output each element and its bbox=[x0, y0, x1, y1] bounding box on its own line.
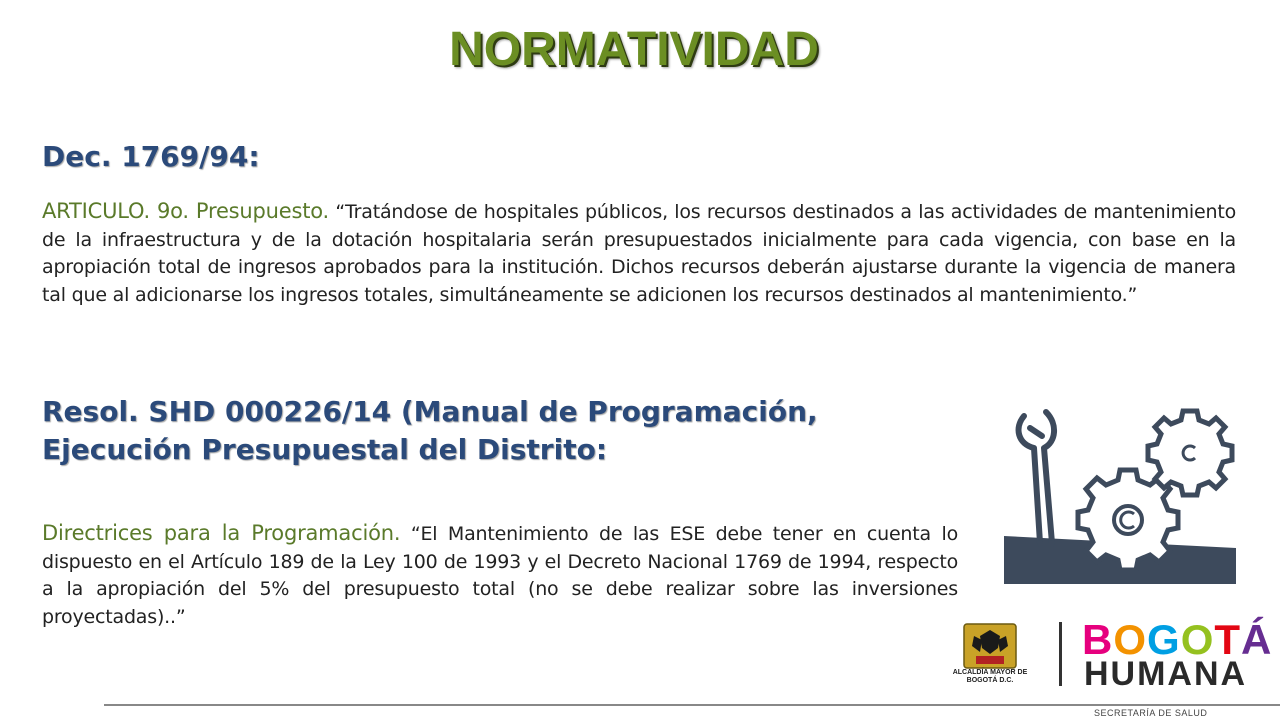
decree-heading: Dec. 1769/94: bbox=[42, 140, 260, 173]
logo-divider bbox=[1059, 622, 1062, 686]
footer-divider bbox=[104, 704, 1280, 706]
wrench-gears-illustration bbox=[1000, 398, 1240, 584]
directives-paragraph bbox=[42, 520, 958, 631]
article-paragraph bbox=[42, 198, 1236, 309]
article-label: ARTICULO. 9o. Presupuesto. bbox=[42, 199, 330, 223]
bogota-logo-text: BOGOTÁ bbox=[1082, 616, 1273, 663]
directives-label: Directrices para la Programación. bbox=[42, 521, 401, 545]
wrench-icon bbox=[1019, 412, 1055, 551]
coat-of-arms-logo bbox=[960, 622, 1020, 670]
resolution-heading: Resol. SHD 000226/14 (Manual de Programación, Ejecución Presupuestal del Distrito: bbox=[42, 395, 818, 466]
page-title: NORMATIVIDAD bbox=[449, 23, 819, 76]
small-gear-icon bbox=[1148, 411, 1232, 495]
directives-text: “El Mantenimiento de las ESE debe tener en cuenta lo dispuesto en el Artículo 189 de la Ley 100 de 1993 y el Decreto Nacional 1769 de 1994, respecto a la apropiación del 5% del presupuesto total (no se debe realizar sobre las inversiones proyectadas)..” bbox=[42, 523, 958, 628]
humana-logo-text: HUMANA bbox=[1084, 655, 1248, 693]
footer-label: SECRETARÍA DE SALUD bbox=[1094, 708, 1208, 718]
alcaldia-label: ALCALDÍA MAYOR DE BOGOTÁ D.C. bbox=[952, 669, 1028, 684]
article-text: “Tratándose de hospitales públicos, los recursos destinados a las actividades de mantenimiento de la infraestructura y de la dotación hospitalaria serán presupuestados inicialmente para cada vigencia, con base en la apropiación total de ingresos aprobados para la institución. Dichos recursos deberán ajustarse durante la vigencia de manera tal que al adicionarse los ingresos totales, simultáneamente se adicionen los recursos destinados al mantenimiento.” bbox=[42, 201, 1236, 306]
